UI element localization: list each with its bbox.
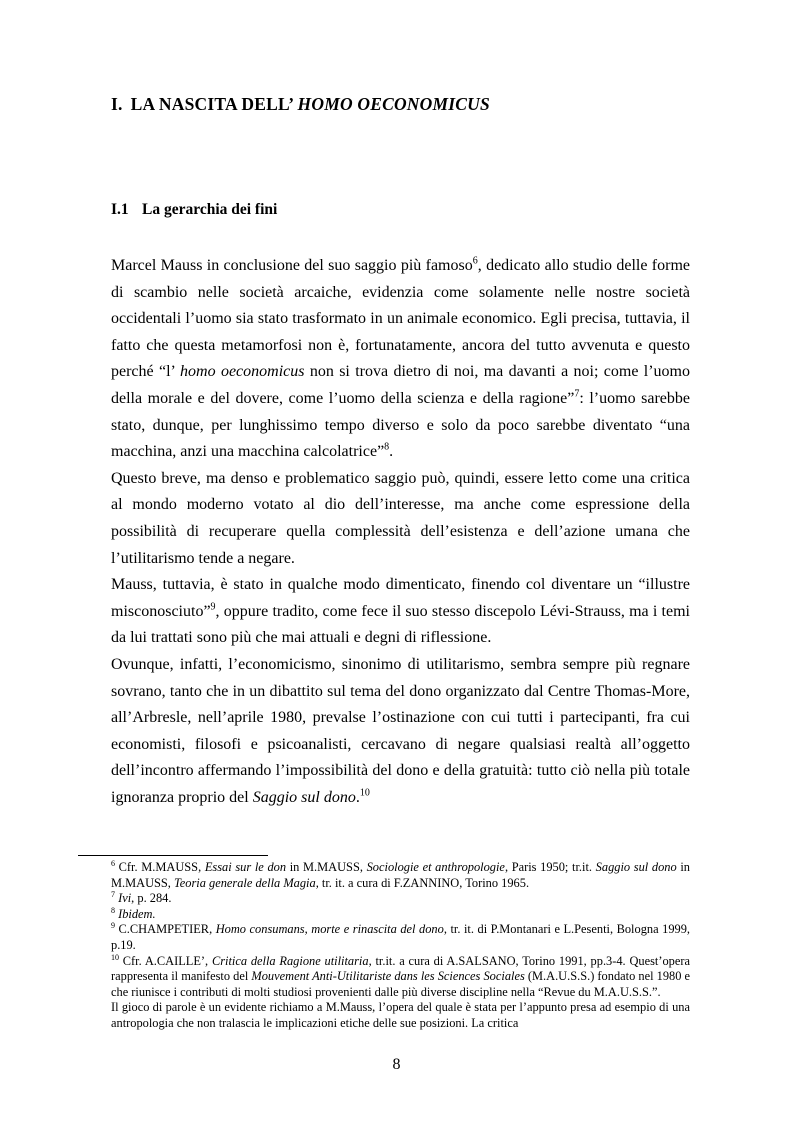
footnote-8	[111, 907, 690, 923]
footnote-ref-10[interactable]: 10	[359, 787, 370, 799]
footnote-divider	[78, 855, 268, 856]
footnote-text: tr. it. a cura di F.ZANNINO, Torino 1965.	[318, 875, 530, 890]
footnote-text: in M.MAUSS,	[286, 860, 367, 874]
chapter-title-plain: LA NASCITA DELL’	[130, 94, 298, 114]
footnote-text: C.CHAMPETIER,	[115, 922, 216, 937]
paragraph-text: non si trova dietro di noi, ma davanti a noi; come l’uomo della morale e del dovere, come l’uomo della scienza e della ragione”	[111, 363, 690, 407]
page-number: 8	[392, 1056, 401, 1073]
footnote-ref-8[interactable]: 8	[384, 441, 390, 453]
footnote-mark: 9	[111, 921, 115, 931]
paragraph-text: .	[389, 443, 394, 461]
footnote-ref-9[interactable]: 9	[210, 601, 216, 613]
footnote-mark: 10	[111, 952, 119, 962]
footnote-italic: Teoria generale della Magia,	[174, 875, 319, 890]
footnote-text: (M.A.U.S.S.) fondato nel 1980 e che riunisce i contributi di molti studiosi provenienti dalle più diverse discipline nella “Revue du M.A.U.S.S.”.	[111, 969, 691, 999]
footnote-mark: 8	[111, 905, 115, 915]
footnote-mark: 6	[111, 858, 115, 868]
chapter-number: I.	[111, 94, 123, 114]
footnote-text: , p. 284.	[131, 891, 172, 906]
footnote-italic: Saggio sul dono	[595, 860, 677, 874]
section-title	[111, 201, 277, 219]
footnote-text: , Paris 1950; tr.it.	[504, 860, 596, 874]
footnote-text: Cfr. A.CAILLE’,	[119, 953, 212, 968]
footnote-text: , tr. it. di P.Montanari e L.Pesenti, Bologna 1999, p.19.	[111, 922, 690, 952]
footnote-italic: Sociologie et anthropologie	[366, 860, 505, 874]
paragraph-text: Marcel Mauss in conclusione del suo saggio più famoso	[111, 257, 473, 274]
chapter-title	[111, 94, 490, 115]
footnote-ref-7[interactable]: 7	[574, 388, 580, 400]
footnote-italic: Homo consumans, morte e rinascita del dono	[215, 922, 444, 937]
paragraph-2: Questo breve, ma denso e problematico saggio può, quindi, essere letto come una critica al mondo moderno votato al dio dell’interesse, ma anche come espressione della possibilità di recuperare quella complessità dell’esistenza e dell’azione umana che l’utilitarismo tende a negare.	[111, 469, 690, 567]
section-title-text: La gerarchia dei fini	[142, 201, 278, 218]
footnote-7	[111, 891, 690, 907]
footnote-10-continued: Il gioco di parole è un evidente richiamo a M.Mauss, l’opera del quale è stata per l’appunto presa ad esempio di una antropologia che non tralascia le implicazioni etiche delle sue posizioni. La critica	[111, 1000, 690, 1030]
paragraph-3	[111, 572, 690, 652]
footnote-6	[111, 860, 690, 891]
chapter-title-italic: HOMO OECONOMICUS	[297, 94, 490, 114]
footnote-italic: Essai sur le don	[204, 860, 287, 874]
paragraph-text: , dedicato allo studio delle forme di scambio nelle società arcaiche, evidenzia come solamente nelle nostre società occidentali l’uomo sia stato trasformato in un animale economico. Egli precisa, tuttavia, il fatto che questa metamorfosi non è, fortunatamente, ancora del tutto avvenuta e questo perché “l’	[111, 257, 691, 381]
paragraph-text: .	[355, 788, 360, 806]
paragraph-1	[111, 253, 690, 466]
footnote-10	[111, 954, 690, 1001]
footnote-text: in M.MAUSS,	[111, 860, 690, 890]
footnote-italic: Ibidem.	[115, 906, 156, 921]
footnotes	[111, 860, 690, 1032]
footnote-italic: Critica della Ragione utilitaria,	[211, 953, 372, 968]
paragraph-text: Ovunque, infatti, l’economicismo, sinonimo di utilitarismo, sembra sempre più regnare sovrano, tanto che in un dibattito sul tema del dono organizzato dal Centre Thomas-More, all’Arbresle, nell’aprile 1980, prevalse l’ostinazione con cui tutti i partecipanti, fra cui economisti, filosofi e psicoanalisti, cercavano di negare qualsiasi realtà all’oggetto dell’incontro affermando l’impossibilità del dono e della gratuità: tutto ciò nella più totale ignoranza proprio del	[111, 655, 690, 806]
section-number: I.1	[111, 201, 129, 218]
paragraph-text: , oppure tradito, come fece il suo stesso discepolo Lévi-Strauss, ma i temi da lui trattati sono più che mai attuali e degni di riflessione.	[111, 602, 690, 647]
footnote-italic: Ivi	[115, 891, 132, 906]
paragraph-text: Mauss, tuttavia, è stato in qualche modo dimenticato, finendo col diventare un “illustre misconosciuto”	[111, 576, 690, 620]
footnote-text: Cfr. M.MAUSS,	[115, 860, 205, 874]
paragraph-italic: Saggio sul dono	[252, 788, 356, 806]
footnote-text: tr.it. a cura di A.SALSANO, Torino 1991, pp.3-4. Quest’opera rappresenta il manifesto del	[111, 953, 690, 984]
paragraph-4	[111, 652, 690, 812]
footnote-italic: Mouvement Anti-Utilitariste dans les Sciences Sociales	[251, 969, 525, 984]
footnote-ref-6[interactable]: 6	[472, 255, 478, 267]
body-text	[111, 253, 690, 811]
paragraph-italic: homo oeconomicus	[180, 363, 305, 381]
paragraph-text: : l’uomo sarebbe stato, dunque, per lunghissimo tempo diverso e solo da poco sarebbe diventato “una macchina, anzi una macchina calcolatrice”	[111, 389, 690, 461]
footnote-mark: 7	[111, 890, 115, 900]
footnote-9	[111, 922, 690, 953]
